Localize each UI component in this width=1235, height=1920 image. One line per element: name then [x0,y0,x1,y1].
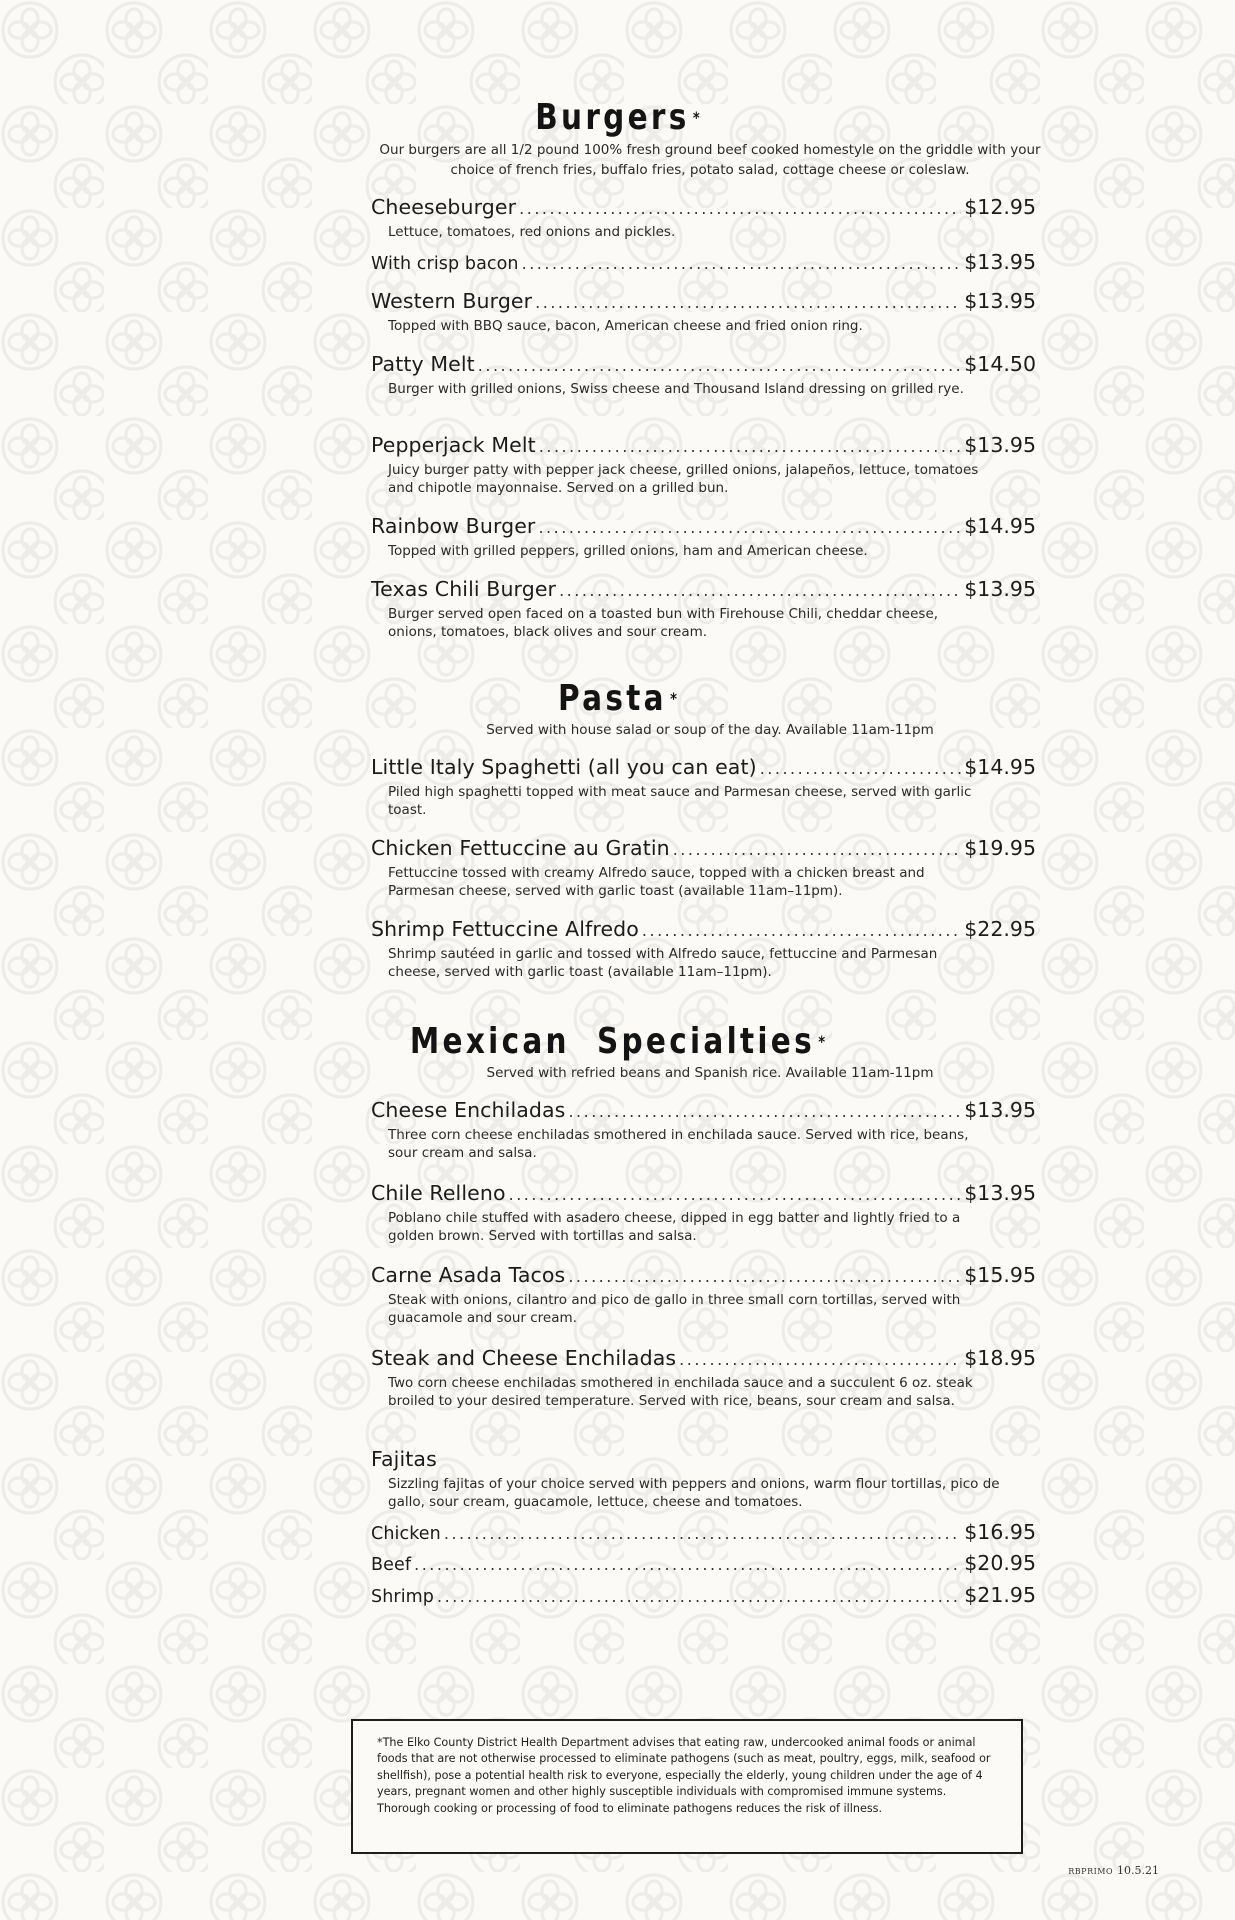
pasta-heading [111,679,1124,719]
item-name: Cheeseburger [371,195,517,219]
item-description: Lettuce, tomatoes, red onions and pickles. [388,224,676,240]
menu-item-little-italy-spaghetti [371,755,1036,781]
dot-leader [539,437,962,456]
dot-leader [642,921,961,940]
item-price: $16.95 [964,1520,1036,1544]
burgers-heading [111,98,1124,138]
item-price: $21.95 [964,1583,1036,1607]
item-description: Steak with onions, cilantro and pico de gallo in three small corn tortillas, served with guacamole and sour cream. [388,1292,961,1326]
item-price: $13.95 [964,289,1036,313]
dot-leader [568,1267,961,1286]
item-price: $20.95 [964,1551,1036,1575]
item-name: Cheese Enchiladas [371,1098,566,1122]
item-price: $12.95 [964,195,1036,219]
item-description: Two corn cheese enchiladas smothered in enchilada sauce and a succulent 6 oz. steak broiled to your desired temperature. Served with rice, beans, sour cream and salsa. [388,1375,973,1409]
dot-leader [559,581,961,600]
dot-leader [414,1555,961,1574]
menu-item-rainbow-burger [371,514,1036,540]
burgers-title-asterisk: * [692,108,700,127]
item-description: Shrimp sautéed in garlic and tossed with Alfredo sauce, fettuccine and Parmesan cheese, served with garlic toast (available 11am–11pm). [388,946,938,980]
dot-leader [522,254,962,273]
item-description: Poblano chile stuffed with asadero cheese, dipped in egg batter and lightly fried to a golden brown. Served with tortillas and salsa. [388,1210,961,1244]
menu-item-with-crisp-bacon [371,250,1036,276]
item-name: Carne Asada Tacos [371,1263,566,1287]
dot-leader [444,1524,961,1543]
menu-item-pepperjack-melt [371,433,1036,459]
dot-leader [535,293,961,312]
item-price: $13.95 [964,433,1036,457]
menu-item-cheese-enchiladas [371,1098,1036,1124]
menu-item-western-burger [371,289,1036,315]
dot-leader [519,199,961,218]
menu-item-chile-relleno [371,1181,1036,1207]
item-description: Topped with BBQ sauce, bacon, American cheese and fried onion ring. [388,318,863,334]
item-description: Three corn cheese enchiladas smothered in enchilada sauce. Served with rice, beans, sour cream and salsa. [388,1127,969,1161]
item-price: $19.95 [964,836,1036,860]
mexican-specialties-heading [111,1022,1124,1062]
item-description: Juicy burger patty with pepper jack cheese, grilled onions, jalapeños, lettuce, tomatoes and chipotle mayonnaise. Served on a grilled bun. [388,462,979,496]
item-price: $15.95 [964,1263,1036,1287]
dot-leader [437,1587,961,1606]
mexican-title: Mexican Specialties [409,1021,815,1062]
item-price: $13.95 [964,1098,1036,1122]
menu-item-carne-asada-tacos [371,1263,1036,1289]
item-price: $18.95 [964,1346,1036,1370]
item-price: $22.95 [964,917,1036,941]
pasta-title-asterisk: * [670,689,677,708]
print-code-prefix: RBPRIMO [1068,1867,1113,1876]
item-price: $14.95 [964,755,1036,779]
menu-item-chicken-fettuccine-au-gratin [371,836,1036,862]
item-description: Sizzling fajitas of your choice served with peppers and onions, warm flour tortillas, pico de gallo, sour cream, guacamole, lettuce, cheese and tomatoes. [388,1476,1000,1510]
item-name: Chicken Fettuccine au Gratin [371,836,670,860]
item-name: Texas Chili Burger [371,577,557,601]
item-price: $13.95 [964,250,1036,274]
dot-leader [478,356,962,375]
item-description: Piled high spaghetti topped with meat sauce and Parmesan cheese, served with garlic toast. [388,784,972,818]
dot-leader [673,840,962,859]
menu-item-shrimp-fettuccine-alfredo [371,917,1036,943]
dot-leader [568,1102,961,1121]
item-name: Beef [371,1555,412,1575]
item-name: Western Burger [371,289,533,313]
item-name: Steak and Cheese Enchiladas [371,1346,677,1370]
dot-leader [760,759,962,778]
burgers-title: Burgers [535,97,690,138]
item-name: Rainbow Burger [371,514,536,538]
menu-item-fajitas [371,1447,1036,1473]
item-name: Shrimp Fettuccine Alfredo [371,917,639,941]
item-name: Patty Melt [371,352,475,376]
item-price: $13.95 [964,1181,1036,1205]
menu-item-steak-and-cheese-enchiladas [371,1346,1036,1372]
item-name: With crisp bacon [371,254,519,274]
dot-leader [538,518,961,537]
item-name: Little Italy Spaghetti (all you can eat) [371,755,757,779]
item-price: $13.95 [964,577,1036,601]
item-description: Burger served open faced on a toasted bun with Firehouse Chili, cheddar cheese, onions, tomatoes, black olives and sour cream. [388,606,939,640]
health-disclaimer-text: *The Elko County District Health Department advises that eating raw, undercooked animal foods or animal foods that are not otherwise processed to eliminate pathogens (such as meat, poultry, eggs, milk, seafood or shellfish), pose a potential health risk to everyone, especially the elderly, young children under the age of 4 years, pregnant women and other highly susceptible individuals with compromised immune systems. Thorough cooking or processing of food to eliminate pathogens reduces the risk of illness. [377,1736,991,1815]
item-description: Burger with grilled onions, Swiss cheese and Thousand Island dressing on grilled rye. [388,381,964,397]
pasta-title: Pasta [558,678,667,719]
mexican-title-asterisk: * [818,1032,826,1051]
print-code [1068,1864,1159,1877]
item-name: Chile Relleno [371,1181,506,1205]
item-name: Pepperjack Melt [371,433,536,457]
item-description: Fettuccine tossed with creamy Alfredo sauce, topped with a chicken breast and Parmesan cheese, served with garlic toast (available 11am–11pm). [388,865,925,899]
item-name: Shrimp [371,1587,435,1607]
item-description: Topped with grilled peppers, grilled onions, ham and American cheese. [388,543,868,559]
menu-item-fajitas-chicken [371,1520,1036,1546]
item-name: Fajitas [371,1447,437,1471]
item-price: $14.95 [964,514,1036,538]
menu-item-texas-chili-burger [371,577,1036,603]
print-code-date: 10.5.21 [1117,1864,1159,1877]
menu-item-fajitas-beef [371,1551,1036,1577]
dot-leader [509,1185,962,1204]
health-disclaimer-box [351,1719,1023,1854]
dot-leader [679,1350,961,1369]
menu-item-patty-melt [371,352,1036,378]
mexican-intro: Served with refried beans and Spanish rice. Available 11am-11pm [486,1065,934,1081]
item-name: Chicken [371,1524,441,1544]
menu-item-cheeseburger [371,195,1036,221]
burgers-intro: Our burgers are all 1/2 pound 100% fresh ground beef cooked homestyle on the griddle with your choice of french fries, buffalo fries, potato salad, cottage cheese or coleslaw. [379,142,1041,178]
item-price: $14.50 [964,352,1036,376]
menu-item-fajitas-shrimp [371,1583,1036,1609]
pasta-intro: Served with house salad or soup of the day. Available 11am-11pm [486,722,934,738]
